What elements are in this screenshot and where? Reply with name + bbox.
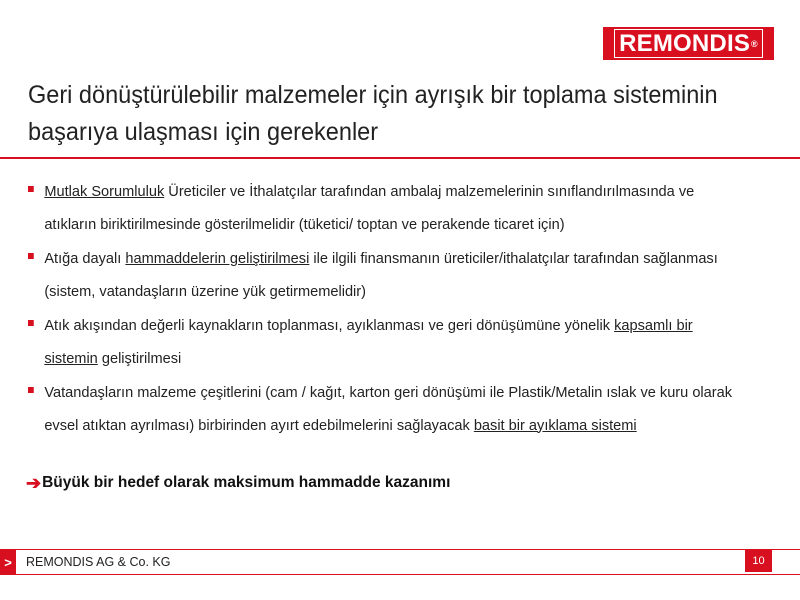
footer-company: REMONDIS AG & Co. KG	[26, 555, 171, 569]
bullet-list	[28, 176, 778, 444]
footer-divider-bottom	[0, 574, 800, 575]
registered-mark: ®	[751, 38, 758, 49]
bullet-text: Vatandaşların malzeme çeşitlerini (cam / kağıt, karton geri dönüşümi ile Plastik/Metalin ıslak ve kuru olarak evsel atıktan ayrılması) birbirinden ayırt edebilmelerini sağlayacak	[44, 384, 733, 434]
remondis-logo	[603, 27, 774, 60]
bullet-square-icon	[28, 320, 34, 326]
bullet-emphasis: basit bir ayıklama sistemi	[473, 416, 637, 434]
title-divider	[0, 157, 800, 159]
conclusion-line	[26, 474, 450, 492]
bullet-item-1	[28, 176, 748, 241]
footer-divider-top	[0, 549, 800, 550]
conclusion-text: Büyük bir hedef olarak maksimum hammadde kazanımı	[42, 474, 451, 491]
title-line-2: başarıya ulaşması için gerekenler	[28, 118, 379, 146]
title-line-1: Geri dönüştürülebilir malzemeler için ayrışık bir toplama sisteminin	[28, 81, 718, 109]
logo-wordmark	[614, 29, 763, 58]
chevron-right-icon: >	[0, 550, 16, 574]
logo-text: REMONDIS	[619, 29, 751, 57]
bullet-text: geliştirilmesi	[97, 349, 182, 367]
slide-title	[28, 77, 742, 151]
bullet-emphasis: hammaddelerin geliştirilmesi	[125, 250, 310, 267]
bullet-item-4	[28, 377, 748, 442]
bullet-text: Üreticiler ve İthalatçılar tarafından ambalaj malzemelerinin sınıflandırılmasında ve atıkların biriktirilmesinde gösterilmelidir (tüketici/ toptan ve perakende ticaret için)	[44, 183, 695, 233]
bullet-square-icon	[28, 186, 34, 192]
bullet-square-icon	[28, 387, 34, 393]
bullet-text: Atığa dayalı	[44, 250, 126, 267]
bullet-text: Atık akışından değerli kaynakların toplanması, ayıklanması ve geri dönüşümüne yönelik	[44, 317, 615, 334]
bullet-item-3	[28, 310, 748, 375]
bullet-emphasis: Mutlak Sorumluluk	[44, 183, 165, 200]
bullet-text: ile ilgili finansmanın üreticiler/ithalatçılar tarafından sağlanması (sistem, vatandaşların üzerine yük getirmemelidir)	[44, 250, 718, 300]
bullet-square-icon	[28, 253, 34, 259]
arrow-right-icon: ➔	[26, 473, 42, 493]
bullet-item-2	[28, 243, 748, 308]
page-number: 10	[745, 550, 772, 572]
bullet-emphasis: kapsamlı bir sistemin	[44, 317, 693, 367]
